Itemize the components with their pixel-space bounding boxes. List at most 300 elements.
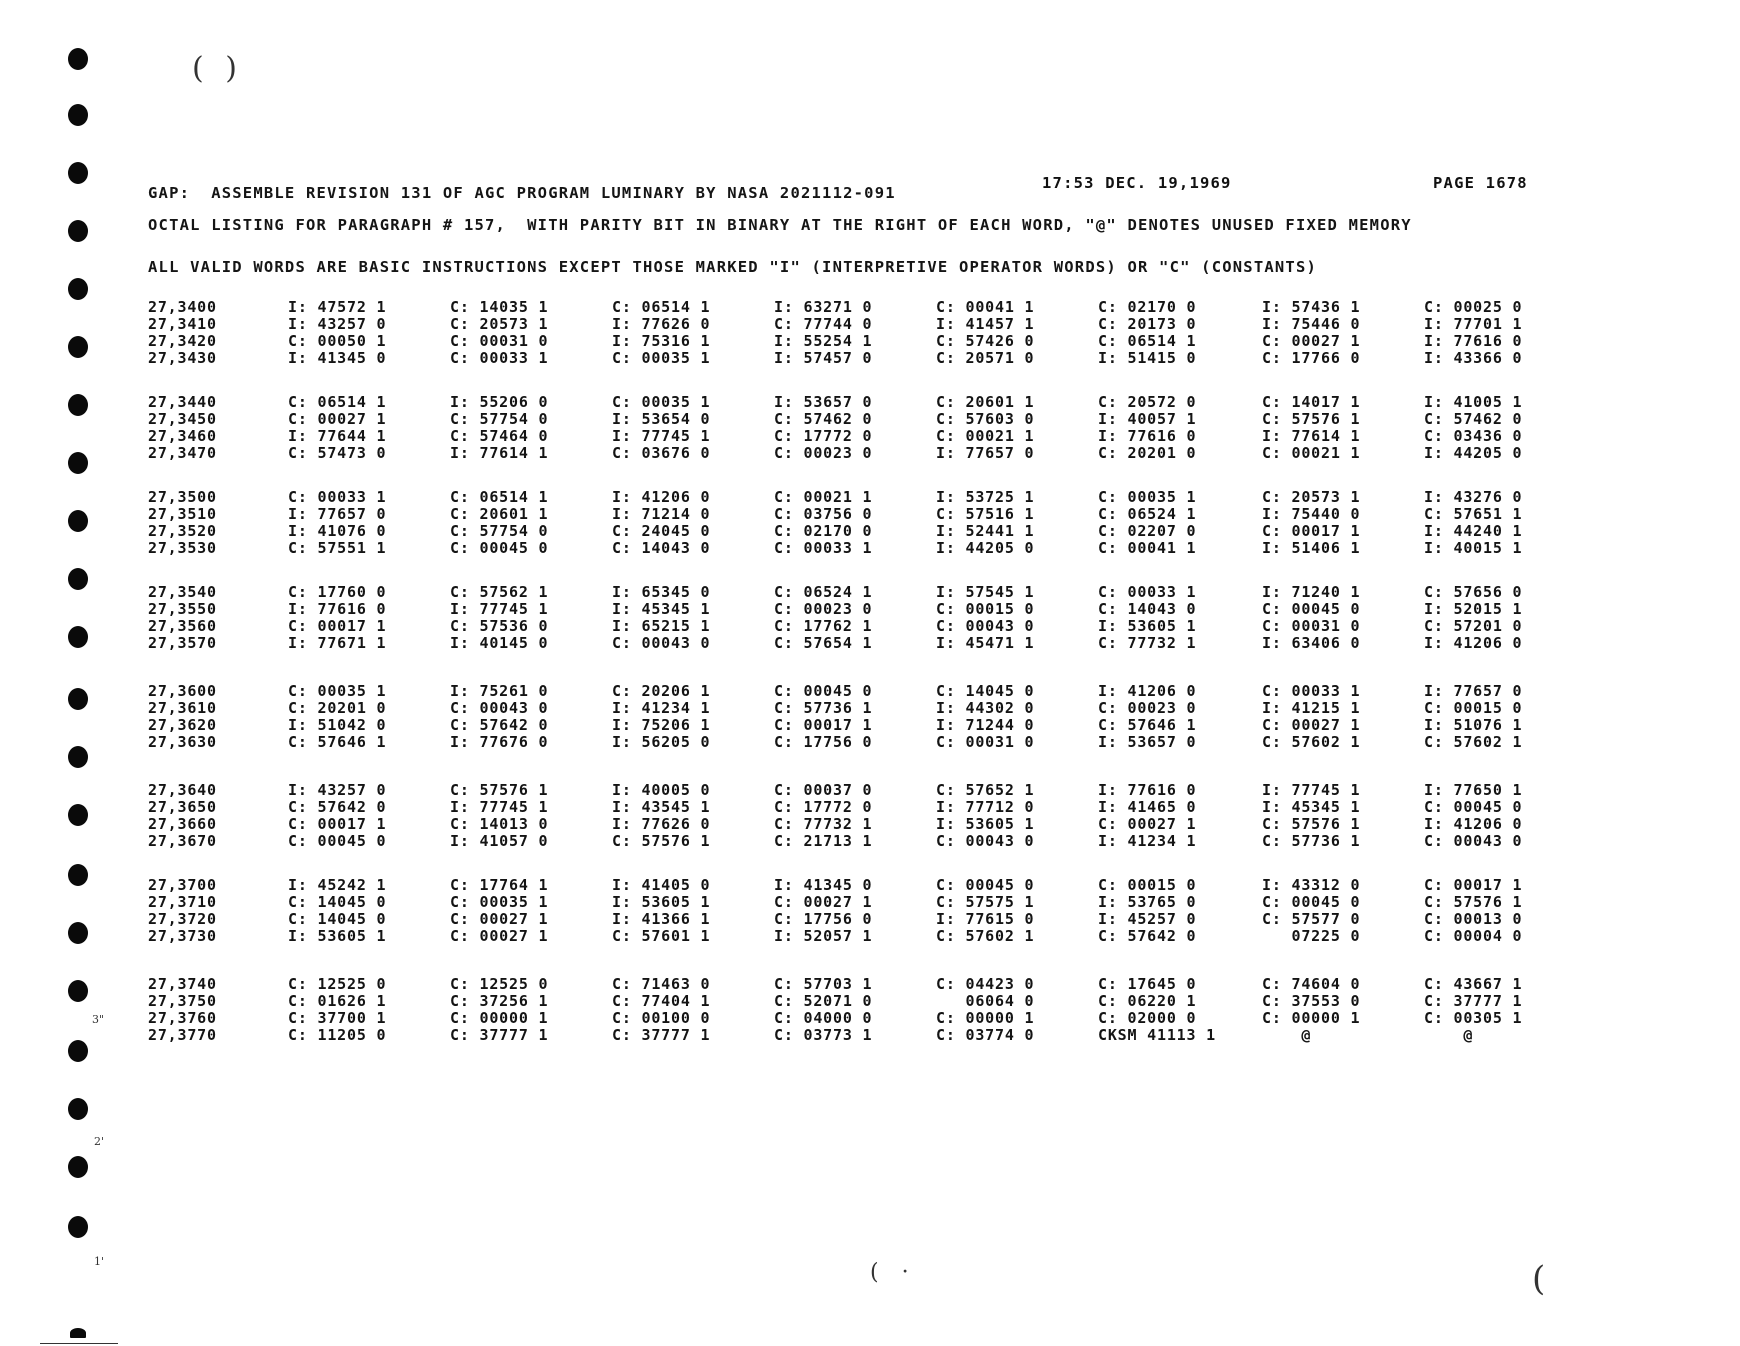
octal-word: C: 71463 0 — [612, 975, 711, 993]
octal-word: C: 00017 1 — [1424, 876, 1523, 894]
octal-word: I: 44205 0 — [1424, 444, 1523, 462]
address-label: 27,3540 — [148, 583, 217, 601]
listing-row — [0, 540, 1740, 556]
octal-word: C: 57576 1 — [450, 781, 549, 799]
octal-word: C: 06514 1 — [612, 298, 711, 316]
octal-word: I: 77671 1 — [288, 634, 387, 652]
octal-word: C: 01626 1 — [288, 992, 387, 1010]
octal-word: C: 57536 0 — [450, 617, 549, 635]
listing-row — [0, 316, 1740, 332]
octal-word: C: 00000 1 — [1262, 1009, 1361, 1027]
octal-word: C: 17756 0 — [774, 910, 873, 928]
octal-word: I: 77614 1 — [1262, 427, 1361, 445]
octal-word: I: 63271 0 — [774, 298, 873, 316]
octal-word: C: 14013 0 — [450, 815, 549, 833]
listing-row — [0, 1010, 1740, 1026]
octal-word: I: 40145 0 — [450, 634, 549, 652]
octal-word: I: 51076 1 — [1424, 716, 1523, 734]
octal-word: C: 20601 1 — [450, 505, 549, 523]
octal-word: C: 00033 1 — [1262, 682, 1361, 700]
octal-word: I: 55254 1 — [774, 332, 873, 350]
octal-word: I: 51406 1 — [1262, 539, 1361, 557]
octal-word: I: 53657 0 — [1098, 733, 1197, 751]
listing-row — [0, 877, 1740, 893]
address-label: 27,3520 — [148, 522, 217, 540]
octal-word: C: 57602 1 — [1262, 733, 1361, 751]
octal-word: I: 53605 1 — [612, 893, 711, 911]
address-label: 27,3700 — [148, 876, 217, 894]
octal-word: C: 57464 0 — [450, 427, 549, 445]
octal-word: C: 00000 1 — [936, 1009, 1035, 1027]
octal-word: C: 17764 1 — [450, 876, 549, 894]
octal-word: C: 00035 1 — [612, 393, 711, 411]
octal-word: I: 57436 1 — [1262, 298, 1361, 316]
octal-word: I: 53605 1 — [936, 815, 1035, 833]
octal-word: I: 75261 0 — [450, 682, 549, 700]
octal-word: C: 00015 0 — [1424, 699, 1523, 717]
octal-word: C: 20206 1 — [612, 682, 711, 700]
octal-word: C: 02170 0 — [1098, 298, 1197, 316]
octal-word: C: 57426 0 — [936, 332, 1035, 350]
listing-row — [0, 799, 1740, 815]
octal-word: C: 57642 0 — [288, 798, 387, 816]
listing-row — [0, 734, 1740, 750]
listing-row — [0, 506, 1740, 522]
margin-mark: ( · — [870, 1260, 917, 1285]
octal-word: I: 52057 1 — [774, 927, 873, 945]
octal-word: C: 00021 1 — [774, 488, 873, 506]
octal-word: I: 77657 0 — [936, 444, 1035, 462]
octal-word: I: 77657 0 — [1424, 682, 1523, 700]
octal-word: 06064 0 — [936, 992, 1035, 1010]
octal-word: C: 00004 0 — [1424, 927, 1523, 945]
listing-row — [0, 394, 1740, 410]
octal-word: I: 41345 0 — [774, 876, 873, 894]
octal-word: C: 06514 1 — [1098, 332, 1197, 350]
octal-word: C: 57577 0 — [1262, 910, 1361, 928]
octal-word: C: 00027 1 — [288, 410, 387, 428]
octal-word: C: 57646 1 — [1098, 716, 1197, 734]
octal-word: C: 00050 1 — [288, 332, 387, 350]
octal-word: C: 37777 1 — [450, 1026, 549, 1044]
octal-word: C: 57646 1 — [288, 733, 387, 751]
octal-word: C: 17772 0 — [774, 427, 873, 445]
octal-word: I: 77701 1 — [1424, 315, 1523, 333]
octal-word: I: 75446 0 — [1262, 315, 1361, 333]
octal-word: C: 00021 1 — [936, 427, 1035, 445]
octal-word: I: 57457 0 — [774, 349, 873, 367]
octal-word: C: 77732 1 — [1098, 634, 1197, 652]
octal-word: I: 43276 0 — [1424, 488, 1523, 506]
octal-word: I: 77626 0 — [612, 315, 711, 333]
octal-word: I: 65345 0 — [612, 583, 711, 601]
octal-word: C: 04423 0 — [936, 975, 1035, 993]
octal-word: 07225 0 — [1262, 927, 1361, 945]
octal-word: I: 77676 0 — [450, 733, 549, 751]
octal-word: C: 00045 0 — [450, 539, 549, 557]
octal-word: I: 41215 1 — [1262, 699, 1361, 717]
octal-word: C: 57516 1 — [936, 505, 1035, 523]
octal-word: C: 00045 0 — [288, 832, 387, 850]
listing-row — [0, 584, 1740, 600]
octal-word: I: 45257 0 — [1098, 910, 1197, 928]
address-label: 27,3620 — [148, 716, 217, 734]
octal-word: C: 37777 1 — [1424, 992, 1523, 1010]
address-label: 27,3640 — [148, 781, 217, 799]
listing-row — [0, 816, 1740, 832]
octal-word: I: 40015 1 — [1424, 539, 1523, 557]
octal-word: C: 57703 1 — [774, 975, 873, 993]
octal-word: I: 41234 1 — [1098, 832, 1197, 850]
octal-word: @ — [1262, 1026, 1312, 1044]
margin-mark: 3" — [92, 1013, 105, 1026]
margin-mark: ( ) — [192, 51, 243, 86]
octal-word: C: 00027 1 — [450, 910, 549, 928]
octal-word: I: 53725 1 — [936, 488, 1035, 506]
listing-row — [0, 976, 1740, 992]
octal-word: C: 00031 0 — [1262, 617, 1361, 635]
octal-word: I: 55206 0 — [450, 393, 549, 411]
octal-word: C: 00023 0 — [774, 444, 873, 462]
address-label: 27,3760 — [148, 1009, 217, 1027]
octal-word: @ — [1424, 1026, 1474, 1044]
octal-word: I: 41405 0 — [612, 876, 711, 894]
listing-row — [0, 782, 1740, 798]
address-label: 27,3570 — [148, 634, 217, 652]
octal-word: C: 00033 1 — [288, 488, 387, 506]
octal-word: I: 41005 1 — [1424, 393, 1523, 411]
listing-row — [0, 683, 1740, 699]
octal-word: C: 00305 1 — [1424, 1009, 1523, 1027]
octal-word: C: 00025 0 — [1424, 298, 1523, 316]
octal-word: C: 00033 1 — [774, 539, 873, 557]
octal-word: I: 65215 1 — [612, 617, 711, 635]
octal-word: I: 75440 0 — [1262, 505, 1361, 523]
octal-word: C: 11205 0 — [288, 1026, 387, 1044]
octal-word: C: 20572 0 — [1098, 393, 1197, 411]
octal-word: I: 41057 0 — [450, 832, 549, 850]
octal-word: C: 04000 0 — [774, 1009, 873, 1027]
octal-word: C: 06514 1 — [450, 488, 549, 506]
octal-word: I: 75316 1 — [612, 332, 711, 350]
listing-row — [0, 911, 1740, 927]
octal-word: C: 17762 1 — [774, 617, 873, 635]
address-label: 27,3450 — [148, 410, 217, 428]
octal-word: C: 02170 0 — [774, 522, 873, 540]
header-timestamp: 17:53 DEC. 19,1969 — [1042, 174, 1232, 192]
octal-word: C: 00015 0 — [1098, 876, 1197, 894]
octal-word: C: 00027 1 — [774, 893, 873, 911]
address-label: 27,3730 — [148, 927, 217, 945]
address-label: 27,3610 — [148, 699, 217, 717]
octal-word: C: 74604 0 — [1262, 975, 1361, 993]
octal-word: I: 77657 0 — [288, 505, 387, 523]
octal-word: I: 41206 0 — [1424, 815, 1523, 833]
octal-word: C: 00023 0 — [1098, 699, 1197, 717]
octal-word: C: 20201 0 — [1098, 444, 1197, 462]
address-label: 27,3770 — [148, 1026, 217, 1044]
octal-word: C: 17645 0 — [1098, 975, 1197, 993]
address-label: 27,3470 — [148, 444, 217, 462]
octal-word: C: 00000 1 — [450, 1009, 549, 1027]
octal-word: C: 20573 1 — [450, 315, 549, 333]
listing-row — [0, 635, 1740, 651]
octal-word: C: 00043 0 — [1424, 832, 1523, 850]
octal-word: C: 57642 0 — [450, 716, 549, 734]
listing-row — [0, 299, 1740, 315]
octal-word: I: 53605 1 — [1098, 617, 1197, 635]
octal-word: C: 14017 1 — [1262, 393, 1361, 411]
octal-word: C: 20573 1 — [1262, 488, 1361, 506]
octal-word: I: 71240 1 — [1262, 583, 1361, 601]
octal-word: C: 06220 1 — [1098, 992, 1197, 1010]
octal-word: I: 41465 0 — [1098, 798, 1197, 816]
octal-word: C: 52071 0 — [774, 992, 873, 1010]
octal-word: C: 00045 0 — [1262, 893, 1361, 911]
address-label: 27,3410 — [148, 315, 217, 333]
octal-word: C: 06514 1 — [288, 393, 387, 411]
octal-word: I: 44302 0 — [936, 699, 1035, 717]
octal-word: C: 57576 1 — [612, 832, 711, 850]
octal-word: I: 41206 0 — [1098, 682, 1197, 700]
octal-word: C: 57651 1 — [1424, 505, 1523, 523]
octal-word: C: 77404 1 — [612, 992, 711, 1010]
octal-word: I: 53605 1 — [288, 927, 387, 945]
octal-word: C: 17756 0 — [774, 733, 873, 751]
octal-word: I: 63406 0 — [1262, 634, 1361, 652]
listing-row — [0, 428, 1740, 444]
address-label: 27,3430 — [148, 349, 217, 367]
octal-word: C: 57601 1 — [612, 927, 711, 945]
octal-word: I: 56205 0 — [612, 733, 711, 751]
listing-row — [0, 333, 1740, 349]
octal-word: I: 75206 1 — [612, 716, 711, 734]
octal-word: I: 41345 0 — [288, 349, 387, 367]
octal-word: I: 41234 1 — [612, 699, 711, 717]
octal-word: I: 41366 1 — [612, 910, 711, 928]
octal-word: I: 77745 1 — [1262, 781, 1361, 799]
octal-word: I: 43366 0 — [1424, 349, 1523, 367]
octal-word: I: 44240 1 — [1424, 522, 1523, 540]
octal-word: I: 57545 1 — [936, 583, 1035, 601]
address-label: 27,3400 — [148, 298, 217, 316]
octal-word: C: 14045 0 — [288, 910, 387, 928]
octal-word: C: 03676 0 — [612, 444, 711, 462]
listing-row — [0, 1027, 1740, 1043]
octal-word: C: 57736 1 — [1262, 832, 1361, 850]
octal-word: I: 41206 0 — [612, 488, 711, 506]
octal-word: C: 14045 0 — [288, 893, 387, 911]
octal-word: C: 17766 0 — [1262, 349, 1361, 367]
octal-word: C: 03774 0 — [936, 1026, 1035, 1044]
address-label: 27,3550 — [148, 600, 217, 618]
octal-word: CKSM 41113 1 — [1098, 1026, 1216, 1044]
octal-word: I: 43257 0 — [288, 315, 387, 333]
address-label: 27,3660 — [148, 815, 217, 833]
octal-word: C: 00043 0 — [612, 634, 711, 652]
margin-mark: ( — [1532, 1259, 1546, 1299]
header-line-1: GAP: ASSEMBLE REVISION 131 OF AGC PROGRAM LUMINARY BY NASA 2021112-091 — [148, 184, 896, 202]
octal-word: C: 00045 0 — [774, 682, 873, 700]
octal-word: C: 57654 1 — [774, 634, 873, 652]
octal-word: I: 43257 0 — [288, 781, 387, 799]
octal-word: I: 77745 1 — [612, 427, 711, 445]
listing-row — [0, 833, 1740, 849]
listing-row — [0, 411, 1740, 427]
octal-word: C: 00037 0 — [774, 781, 873, 799]
address-label: 27,3670 — [148, 832, 217, 850]
octal-word: C: 57562 1 — [450, 583, 549, 601]
octal-word: C: 02207 0 — [1098, 522, 1197, 540]
octal-word: C: 00031 0 — [450, 332, 549, 350]
octal-word: C: 00035 1 — [612, 349, 711, 367]
octal-word: I: 77626 0 — [612, 815, 711, 833]
octal-word: I: 53654 0 — [612, 410, 711, 428]
octal-word: C: 57575 1 — [936, 893, 1035, 911]
octal-word: C: 00023 0 — [774, 600, 873, 618]
octal-word: C: 57602 1 — [936, 927, 1035, 945]
octal-word: C: 17760 0 — [288, 583, 387, 601]
listing-row — [0, 350, 1740, 366]
octal-word: C: 00027 1 — [1262, 332, 1361, 350]
octal-word: C: 00021 1 — [1262, 444, 1361, 462]
octal-word: C: 00027 1 — [1262, 716, 1361, 734]
octal-word: C: 57754 0 — [450, 522, 549, 540]
address-label: 27,3440 — [148, 393, 217, 411]
octal-word: C: 20173 0 — [1098, 315, 1197, 333]
octal-word: C: 57603 0 — [936, 410, 1035, 428]
octal-word: C: 77744 0 — [774, 315, 873, 333]
octal-word: C: 00100 0 — [612, 1009, 711, 1027]
octal-word: C: 00033 1 — [1098, 583, 1197, 601]
header-line-3: ALL VALID WORDS ARE BASIC INSTRUCTIONS EXCEPT THOSE MARKED "I" (INTERPRETIVE OPERATOR WORDS) OR "C" (CONSTANTS) — [148, 258, 1318, 276]
octal-word: C: 00017 1 — [1262, 522, 1361, 540]
address-label: 27,3720 — [148, 910, 217, 928]
octal-word: C: 00043 0 — [936, 617, 1035, 635]
octal-word: I: 77616 0 — [1424, 332, 1523, 350]
octal-word: C: 57462 0 — [774, 410, 873, 428]
octal-word: I: 40057 1 — [1098, 410, 1197, 428]
octal-word: I: 45242 1 — [288, 876, 387, 894]
octal-word: C: 02000 0 — [1098, 1009, 1197, 1027]
address-label: 27,3740 — [148, 975, 217, 993]
listing-row — [0, 601, 1740, 617]
octal-word: I: 77616 0 — [1098, 781, 1197, 799]
octal-word: C: 57462 0 — [1424, 410, 1523, 428]
octal-word: C: 14043 0 — [612, 539, 711, 557]
address-label: 27,3600 — [148, 682, 217, 700]
octal-word: C: 57576 1 — [1424, 893, 1523, 911]
octal-word: C: 00017 1 — [288, 815, 387, 833]
listing-row — [0, 894, 1740, 910]
octal-word: I: 44205 0 — [936, 539, 1035, 557]
octal-word: C: 37700 1 — [288, 1009, 387, 1027]
octal-word: C: 06524 1 — [774, 583, 873, 601]
page-number: PAGE 1678 — [1433, 174, 1528, 192]
octal-word: C: 57736 1 — [774, 699, 873, 717]
octal-word: C: 57652 1 — [936, 781, 1035, 799]
octal-word: C: 57576 1 — [1262, 815, 1361, 833]
octal-word: C: 37777 1 — [612, 1026, 711, 1044]
octal-word: I: 41076 0 — [288, 522, 387, 540]
octal-word: C: 14035 1 — [450, 298, 549, 316]
octal-word: C: 00045 0 — [1424, 798, 1523, 816]
margin-mark: 2' — [94, 1135, 105, 1148]
octal-word: C: 00035 1 — [450, 893, 549, 911]
octal-word: I: 53657 0 — [774, 393, 873, 411]
octal-word: C: 12525 0 — [450, 975, 549, 993]
octal-word: C: 37256 1 — [450, 992, 549, 1010]
octal-word: C: 00041 1 — [936, 298, 1035, 316]
octal-word: C: 37553 0 — [1262, 992, 1361, 1010]
octal-word: C: 20601 1 — [936, 393, 1035, 411]
octal-word: I: 41206 0 — [1424, 634, 1523, 652]
octal-word: I: 77616 0 — [1098, 427, 1197, 445]
octal-word: C: 00033 1 — [450, 349, 549, 367]
octal-word: C: 57754 0 — [450, 410, 549, 428]
octal-word: C: 00035 1 — [1098, 488, 1197, 506]
listing-row — [0, 700, 1740, 716]
octal-word: C: 77732 1 — [774, 815, 873, 833]
octal-word: I: 45345 1 — [612, 600, 711, 618]
octal-word: I: 71244 0 — [936, 716, 1035, 734]
octal-word: I: 77712 0 — [936, 798, 1035, 816]
octal-word: I: 47572 1 — [288, 298, 387, 316]
octal-word: I: 43312 0 — [1262, 876, 1361, 894]
octal-word: I: 45471 1 — [936, 634, 1035, 652]
octal-word: C: 57551 1 — [288, 539, 387, 557]
octal-word: C: 24045 0 — [612, 522, 711, 540]
octal-word: C: 00027 1 — [1098, 815, 1197, 833]
octal-word: I: 53765 0 — [1098, 893, 1197, 911]
listing-row — [0, 445, 1740, 461]
octal-word: C: 12525 0 — [288, 975, 387, 993]
listing-row — [0, 993, 1740, 1009]
address-label: 27,3560 — [148, 617, 217, 635]
octal-word: C: 00017 1 — [774, 716, 873, 734]
listing-row — [0, 928, 1740, 944]
octal-word: C: 00035 1 — [288, 682, 387, 700]
octal-word: I: 77616 0 — [288, 600, 387, 618]
margin-mark: 1' — [94, 1255, 105, 1268]
header-line-2: OCTAL LISTING FOR PARAGRAPH # 157, WITH PARITY BIT IN BINARY AT THE RIGHT OF EACH WORD, "@" DENOTES UNUSED FIXED MEMORY — [148, 216, 1412, 234]
address-label: 27,3650 — [148, 798, 217, 816]
octal-word: I: 77615 0 — [936, 910, 1035, 928]
octal-word: C: 14043 0 — [1098, 600, 1197, 618]
octal-word: C: 57656 0 — [1424, 583, 1523, 601]
octal-word: C: 00045 0 — [1262, 600, 1361, 618]
octal-word: C: 00017 1 — [288, 617, 387, 635]
listing-row — [0, 523, 1740, 539]
octal-word: C: 14045 0 — [936, 682, 1035, 700]
octal-word: C: 21713 1 — [774, 832, 873, 850]
octal-word: I: 77650 1 — [1424, 781, 1523, 799]
octal-word: C: 00027 1 — [450, 927, 549, 945]
octal-word: C: 00041 1 — [1098, 539, 1197, 557]
listing-row — [0, 717, 1740, 733]
octal-word: I: 77614 1 — [450, 444, 549, 462]
octal-word: C: 00043 0 — [450, 699, 549, 717]
octal-word: I: 52015 1 — [1424, 600, 1523, 618]
address-label: 27,3530 — [148, 539, 217, 557]
octal-word: I: 77745 1 — [450, 798, 549, 816]
address-label: 27,3630 — [148, 733, 217, 751]
address-label: 27,3500 — [148, 488, 217, 506]
listing-row — [0, 618, 1740, 634]
octal-word: C: 20201 0 — [288, 699, 387, 717]
octal-word: C: 00015 0 — [936, 600, 1035, 618]
octal-word: C: 57576 1 — [1262, 410, 1361, 428]
